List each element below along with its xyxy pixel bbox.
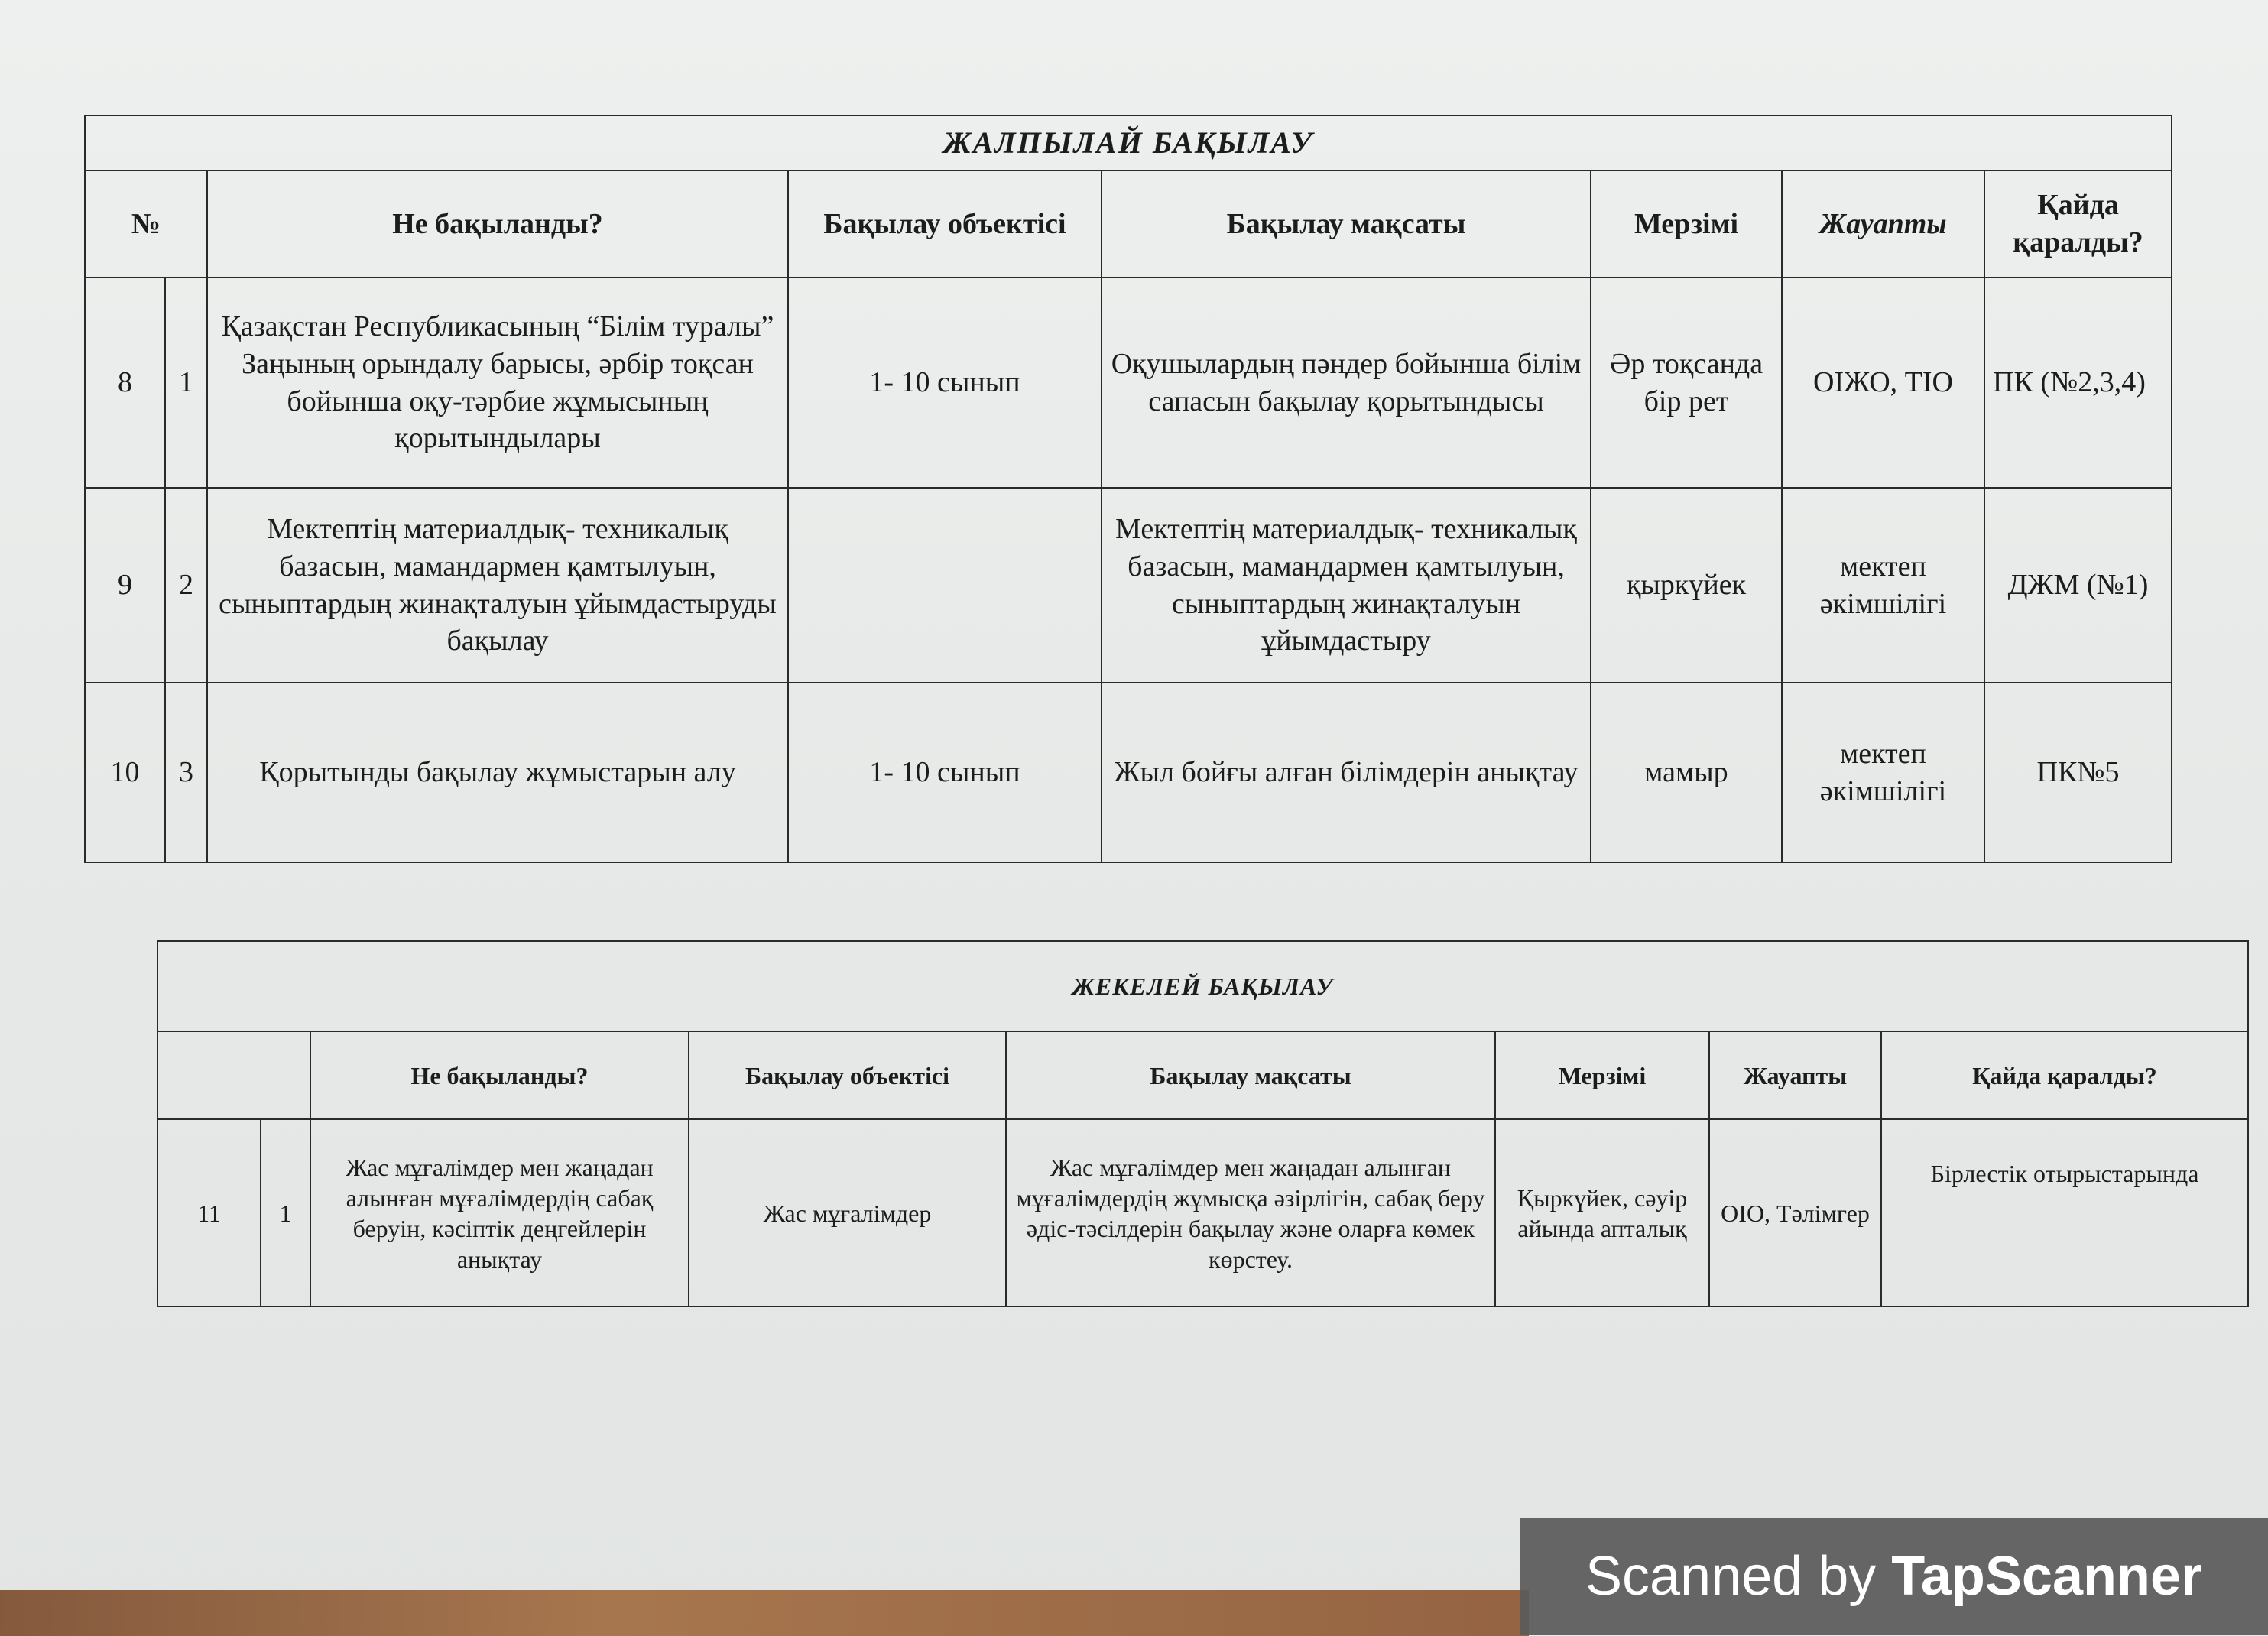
cell-responsible: ОІО, Тәлімгер	[1709, 1119, 1881, 1307]
table-row	[85, 683, 2172, 862]
col-header-what: Не бақыланды?	[310, 1031, 689, 1119]
cell-purpose: Оқушылардың пәндер бойынша білім сапасын бақылау қорытындысы	[1102, 278, 1591, 488]
table-row	[85, 488, 2172, 683]
cell-what: Жас мұғалімдер мен жаңадан алынған мұғалімдердің сабақ беруін, кәсіптік деңгейлерін анықтау	[310, 1119, 689, 1307]
col-header-responsible: Жауапты	[1782, 170, 1984, 278]
col-header-term: Мерзімі	[1591, 170, 1782, 278]
desk-surface	[0, 1590, 1529, 1636]
cell-what: Қазақстан Республикасының “Білім туралы” Заңының орындалу барысы, әрбір тоқсан бойынша оқу-тәрбие жұмысының қорытындылары	[207, 278, 788, 488]
cell-object	[788, 488, 1102, 683]
col-header-purpose: Бақылау мақсаты	[1006, 1031, 1495, 1119]
cell-object: 1- 10 сынып	[788, 278, 1102, 488]
col-header-object: Бақылау объектісі	[788, 170, 1102, 278]
table-row	[85, 278, 2172, 488]
general-control-title: ЖАЛПЫЛАЙ БАҚЫЛАУ	[85, 115, 2172, 170]
row-number: 11	[157, 1119, 261, 1307]
col-header-number	[157, 1031, 310, 1119]
row-number: 9	[85, 488, 165, 683]
cell-responsible: мектеп әкімшілігі	[1782, 488, 1984, 683]
watermark-prefix: Scanned by	[1585, 1546, 1892, 1607]
row-subnumber: 1	[165, 278, 207, 488]
cell-term: мамыр	[1591, 683, 1782, 862]
cell-where: ДЖМ (№1)	[1984, 488, 2172, 683]
row-number: 10	[85, 683, 165, 862]
table-row	[157, 1119, 2248, 1307]
cell-purpose: Жыл бойғы алған білімдерін анықтау	[1102, 683, 1591, 862]
cell-term: Қыркүйек, сәуір айында апталық	[1495, 1119, 1709, 1307]
row-subnumber: 3	[165, 683, 207, 862]
general-control-table	[84, 115, 2172, 863]
cell-responsible: ОІЖО, ТІО	[1782, 278, 1984, 488]
col-header-what: Не бақыланды?	[207, 170, 788, 278]
col-header-where: Қайда қаралды?	[1984, 170, 2172, 278]
cell-term: қыркүйек	[1591, 488, 1782, 683]
watermark-brand: TapScanner	[1891, 1546, 2203, 1607]
col-header-number: №	[85, 170, 207, 278]
row-number: 8	[85, 278, 165, 488]
cell-what: Мектептің материалдық- техникалық базасын, мамандармен қамтылуын, сыныптардың жинақталуын ұйымдастыруды бақылау	[207, 488, 788, 683]
row-subnumber: 1	[261, 1119, 310, 1307]
cell-responsible: мектеп әкімшілігі	[1782, 683, 1984, 862]
col-header-term: Мерзімі	[1495, 1031, 1709, 1119]
col-header-responsible: Жауапты	[1709, 1031, 1881, 1119]
col-header-object: Бақылау объектісі	[689, 1031, 1006, 1119]
col-header-where: Қайда қаралды?	[1881, 1031, 2248, 1119]
cell-object: 1- 10 сынып	[788, 683, 1102, 862]
individual-control-table	[157, 940, 2249, 1307]
individual-control-title: ЖЕКЕЛЕЙ БАҚЫЛАУ	[157, 941, 2248, 1031]
cell-what: Қорытынды бақылау жұмыстарын алу	[207, 683, 788, 862]
cell-object: Жас мұғалімдер	[689, 1119, 1006, 1307]
cell-where: ПК№5	[1984, 683, 2172, 862]
scanner-watermark	[1520, 1518, 2268, 1635]
cell-purpose: Жас мұғалімдер мен жаңадан алынған мұғалімдердің жұмысқа әзірлігін, сабақ беру әдіс-тәсілдерін бақылау және оларға көмек көрстеу.	[1006, 1119, 1495, 1307]
row-subnumber: 2	[165, 488, 207, 683]
col-header-purpose: Бақылау мақсаты	[1102, 170, 1591, 278]
cell-term: Әр тоқсанда бір рет	[1591, 278, 1782, 488]
cell-where: Бірлестік отырыстарында	[1881, 1119, 2248, 1307]
cell-purpose: Мектептің материалдық- техникалық базасын, мамандармен қамтылуын, сыныптардың жинақталуын ұйымдастыру	[1102, 488, 1591, 683]
cell-where: ПК (№2,3,4)	[1984, 278, 2172, 488]
